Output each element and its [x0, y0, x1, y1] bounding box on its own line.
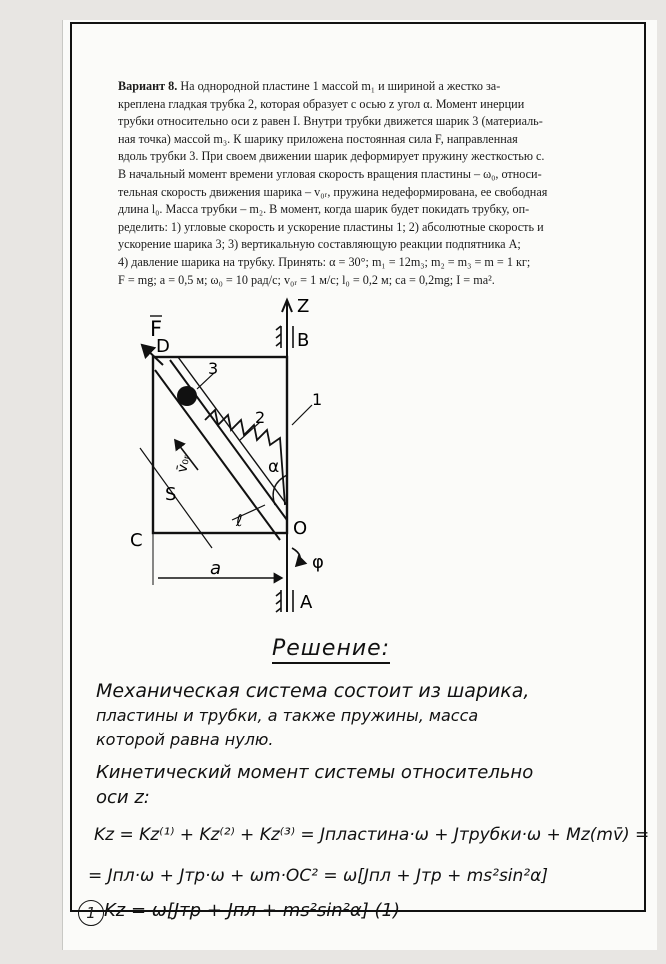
given-conditions: F = mg; a = 0,5 м; ω₀ = 10 рад/с; v₀ᵣ = 1 м/с; l₀ = 0,2 м; ca = 0,2mg; I = ma².	[118, 273, 495, 287]
solution-text: оси z:	[96, 787, 150, 808]
formula-line: Kz = Kz⁽¹⁾ + Kz⁽²⁾ + Kz⁽³⁾ = Jпластина·ω + Jтрубки·ω + Mz(mv̄) =	[94, 825, 650, 845]
label-s: S	[165, 484, 177, 505]
label-phi: φ	[312, 552, 324, 573]
problem-line: ускорение шарика 3; 3) вертикальную составляющую реакции подпятника A;	[118, 237, 521, 252]
label-o: O	[293, 518, 308, 539]
problem-line: трубки относительно оси z равен I. Внутри трубки движется шарик 3 (материаль-	[118, 114, 543, 129]
page-number-badge: 1	[78, 900, 104, 926]
label-a: a	[210, 558, 222, 579]
label-z: Z	[297, 296, 310, 317]
solution-text: пластины и трубки, а также пружины, масса	[96, 706, 479, 725]
problem-line: длина l₀. Масса трубки – m₂. В момент, когда шарик будет покидать трубку, оп-	[118, 202, 530, 217]
label-c: C	[130, 530, 143, 551]
solution-text: Механическая система состоит из шарика,	[96, 680, 530, 702]
label-1: 1	[312, 390, 323, 409]
problem-line: ная точка) массой m₃. К шарику приложена постоянная сила F, направленная	[118, 131, 518, 146]
problem-line: 4) давление шарика на трубку. Принять: α = 30°; m₁ = 12m₃; m₂ = m₃ = m = 1 кг;	[118, 254, 531, 269]
problem-line: В начальный момент времени угловая скорость вращения пластины – ω₀, относи-	[118, 166, 542, 181]
solution-text: которой равна нулю.	[96, 730, 274, 749]
plate-1	[153, 357, 287, 533]
label-b: B	[297, 330, 310, 351]
tube-wall-lower	[155, 370, 280, 540]
label-d: D	[156, 336, 170, 357]
solution-text: Кинетический момент системы относительно	[96, 762, 534, 783]
problem-line: ределить: 1) угловые скорость и ускорение пластины 1; 2) абсолютные скорость и	[118, 219, 544, 234]
ball-3	[177, 386, 197, 406]
label-2: 2	[255, 408, 266, 427]
problem-line: тельная скорость движения шарика – v₀ᵣ, пружина недеформирована, ее свободная	[118, 184, 548, 199]
label-3: 3	[208, 359, 219, 378]
variant-title: Вариант 8.	[118, 79, 178, 93]
solution-title: Решение:	[272, 636, 390, 664]
bearing-b	[276, 326, 293, 348]
problem-line: вдоль трубки 3. При своем движении шарик деформирует пружину жесткостью c.	[118, 149, 545, 164]
problem-line: На однородной пластине 1 массой m₁ и шириной a жестко за-	[180, 79, 501, 93]
label-vor: v̄₀ᵣ	[174, 453, 194, 474]
tube-wall-outer	[178, 357, 287, 505]
rotation-arrow-icon	[292, 548, 300, 566]
label-a-bearing: A	[300, 592, 313, 613]
label-l: ℓ	[236, 511, 243, 530]
formula-line: Kz = ω[Jтр + Jпл + ms²sin²α] (1)	[104, 900, 400, 921]
problem-line: креплена гладкая трубка 2, которая образует с осью z угол α. Момент инерции	[118, 96, 525, 111]
bearing-a	[276, 590, 293, 612]
label-alpha: α	[268, 457, 280, 477]
label-f: F	[150, 317, 163, 341]
formula-line: = Jпл·ω + Jтр·ω + ωm·OC² = ω[Jпл + Jтр + ms²sin²α]	[88, 866, 548, 886]
